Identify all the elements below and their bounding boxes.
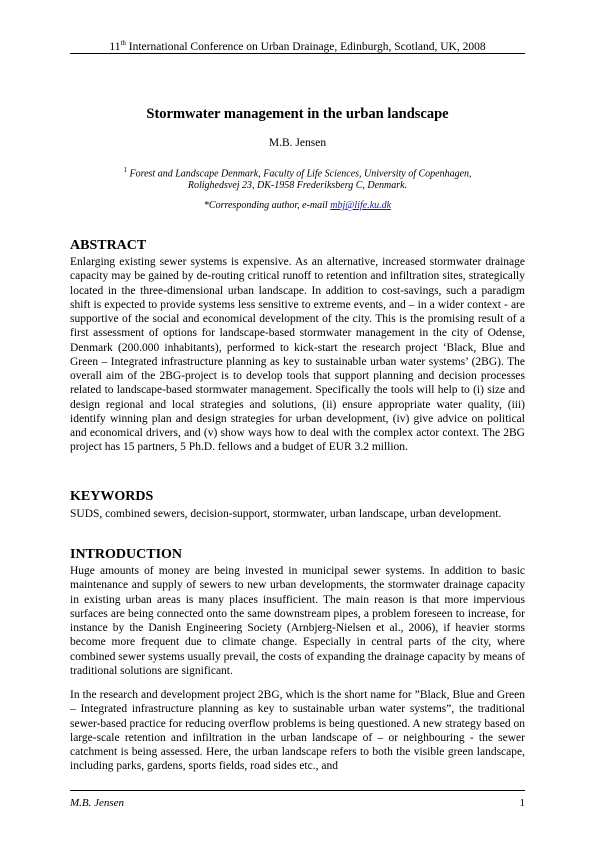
- email-link[interactable]: mbj@life.ku.dk: [330, 200, 392, 211]
- affiliation-line1: Forest and Landscape Denmark, Faculty of Life Sciences, University of Copenhagen,: [129, 168, 472, 180]
- paper-title: Stormwater management in the urban landscape: [146, 106, 449, 122]
- header-rule: [70, 53, 525, 54]
- affiliation-line2: Rolighedsvej 23, DK-1958 Frederiksberg C, Denmark.: [187, 180, 408, 192]
- affiliation: [0, 164, 595, 192]
- corresponding-author: [0, 200, 595, 211]
- keywords-heading: KEYWORDS: [70, 489, 154, 504]
- introduction-paragraph-2: In the research and development project 2BG, which is the short name for ”Black, Blue and Green – Integrated infrastructure planning as key to sustainable urban water systems”, the traditional sewer-based practice for reducing overflow problems is being questioned. A new strategy based on large-scale retention and infiltration in the urban landscape of – or neighbouring - the sewer catchment is being assessed. Here, the urban landscape refers to both the visible green landscape, including parks, gardens, sports fields, road sides etc., and: [70, 689, 525, 773]
- header-ordinal-suffix: th: [120, 39, 126, 47]
- abstract-heading: ABSTRACT: [70, 238, 147, 253]
- running-header: [0, 36, 595, 54]
- footer-author: M.B. Jensen: [70, 797, 125, 809]
- header-conference: International Conference on Urban Drainage, Edinburgh, Scotland, UK, 2008: [128, 40, 486, 53]
- abstract-text: Enlarging existing sewer systems is expensive. As an alternative, increased stormwater drainage capacity may be gained by de-routing critical runoff to retention and infiltration sites, strategically located in the three-dimensional urban landscape. In addition to cost-savings, such a paradigm shift is expected to provide systems less sensitive to extreme events, and – in a wider context - are supportive of the social and economical development of the city. This is the promising result of a first assessment of options for landscape-based stormwater management in the city of Odense, Denmark (200.000 inhabitants), performed to kick-start the research project ‘Black, Blue and Green – Integrated infrastructure planning as key to sustainable urban water systems’ (2BG). The overall aim of the 2BG-project is to develop tools that support planning and decision processes related to landscape-based stormwater management. Specifically the tools will help to (i) size and design regional and local strategies and solutions, (ii) ensure appropriate water quality, (iii) identify winning plan and design strategies for urban development, (iv) give advice on political and economical drivers, and (v) show ways how to deal with the complex actor context. The 2BG project has 15 partners, 5 Ph.D. fellows and a budget of EUR 3.2 million.: [70, 256, 525, 454]
- introduction-heading: INTRODUCTION: [70, 547, 183, 562]
- affiliation-marker: 1: [123, 166, 127, 174]
- author-name: M.B. Jensen: [268, 137, 327, 149]
- footer-rule: [70, 790, 525, 791]
- header-ordinal: 11: [109, 40, 121, 53]
- keywords-text: SUDS, combined sewers, decision-support, stormwater, urban landscape, urban development.: [70, 508, 502, 520]
- introduction-paragraph-1: Huge amounts of money are being invested in municipal sewer systems. In addition to basic maintenance and supply of sewers to new urban developments, the stormwater drainage capacity in existing urban areas is many places insufficient. The main reason is that more impervious surfaces are being connected onto the same downstream pipes, a problem foreseen to increase, for instance by the Danish Engineering Society (Arnbjerg-Nielsen et al., 2006), if heavier storms become more frequent due to climate change. Especially in central parts of the city, where combined sewer systems usually prevail, the costs of expanding the drainage capacity by means of traditional solutions are significant.: [70, 565, 525, 677]
- corresponding-text: *Corresponding author, e-mail: [203, 200, 328, 211]
- page-number: 1: [519, 797, 525, 809]
